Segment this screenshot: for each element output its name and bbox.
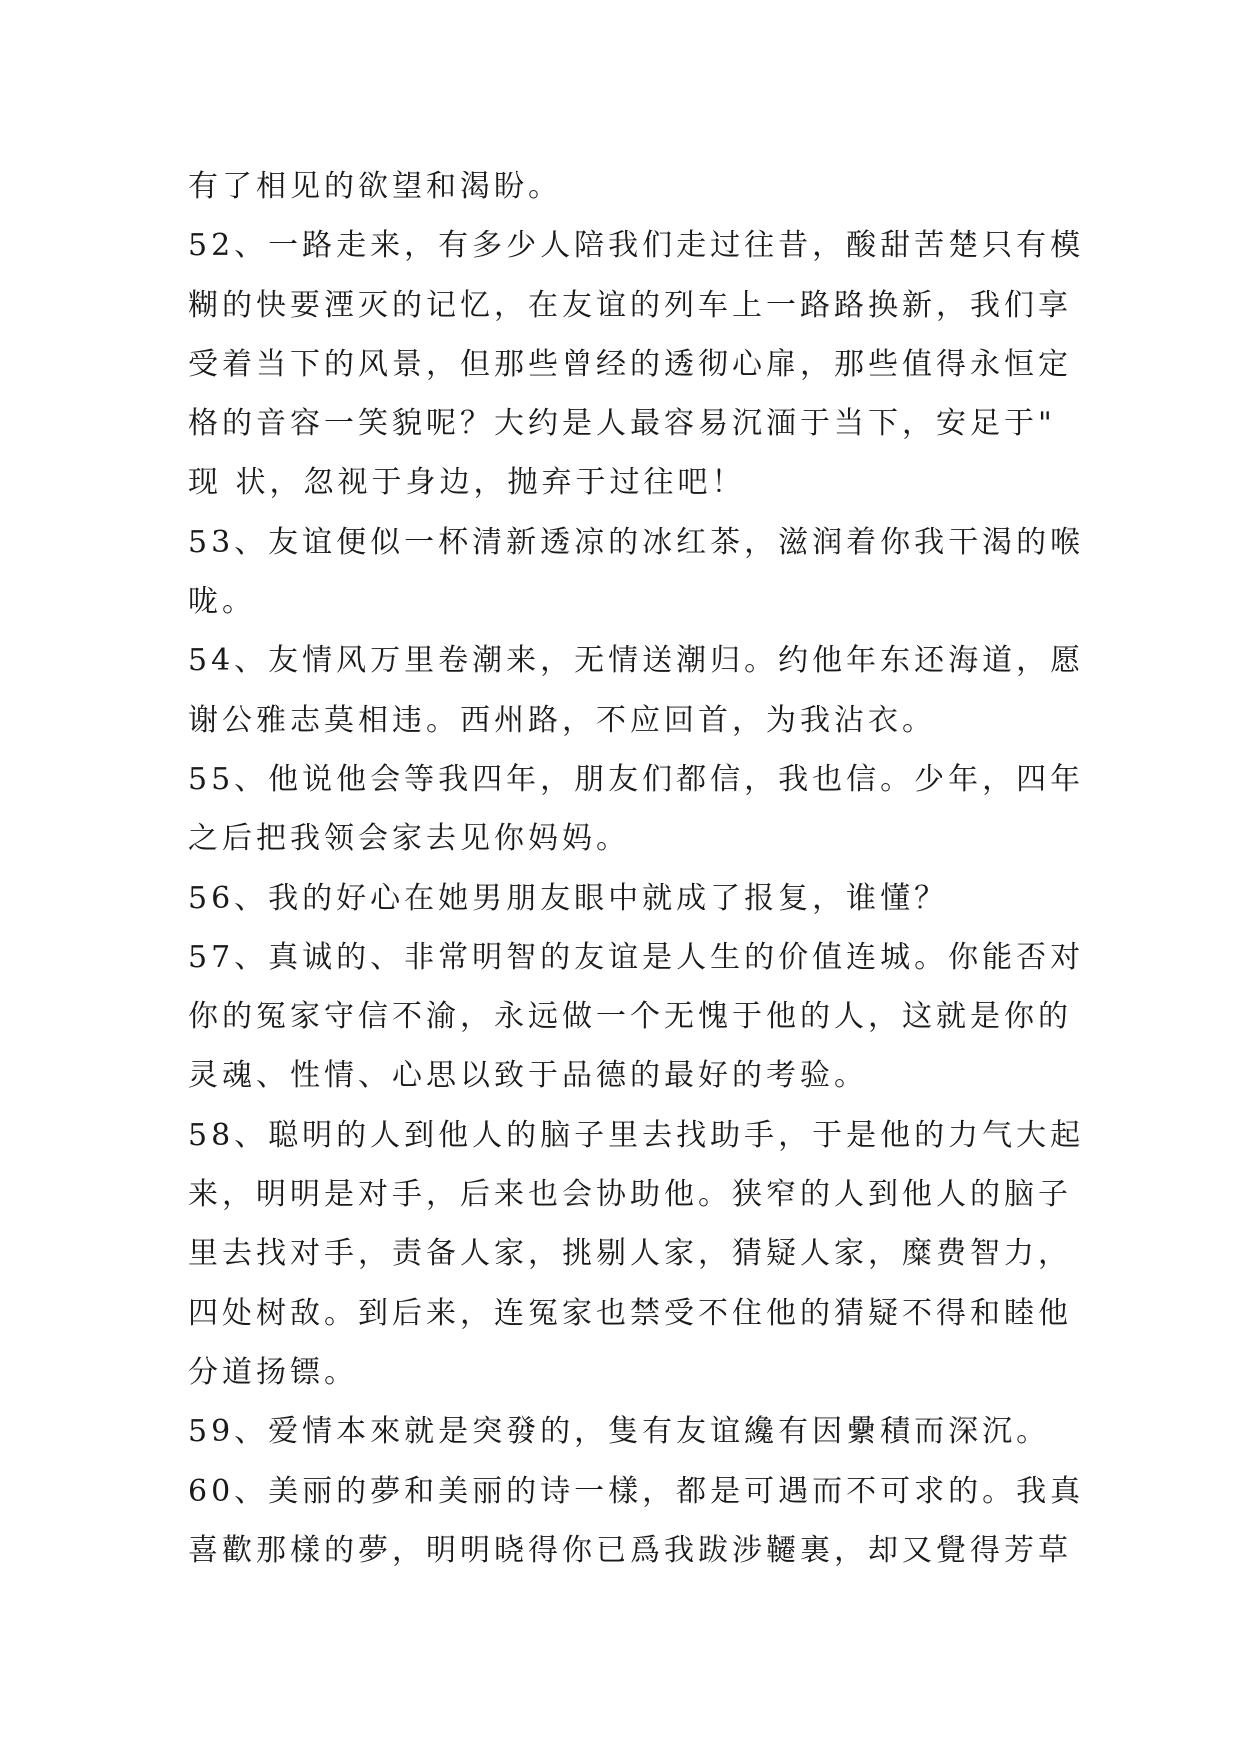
text-line: 有了相见的欲望和渴盼。 [188,169,562,204]
text-line: 里去找对手，责备人家，挑剔人家，猜疑人家，糜费智力， [188,1236,1072,1272]
text-line: 56、我的好心在她男朋友眼中就成了报复，谁懂？ [188,880,949,916]
text-line: 60、美丽的夢和美丽的诗一樣，都是可遇而不可求的。我真 [188,1473,1085,1509]
text-line: 分道扬镖。 [188,1354,358,1390]
text-line: 格的音容一笑貌呢？大约是人最容易沉湎于当下，安足于" [188,406,1056,442]
text-line: 来，明明是对手，后来也会协助他。狭窄的人到他人的脑子 [188,1177,1072,1213]
text-line: 谢公雅志莫相违。西州路，不应回首，为我沾衣。 [188,702,936,738]
text-line: 55、他说他会等我四年，朋友们都信，我也信。少年，四年 [188,761,1085,797]
text-line: 现 状，忽视于身边，抛弃于过往吧！ [188,465,746,501]
text-line: 四处树敌。到后来，连冤家也禁受不住他的猜疑不得和睦他 [188,1295,1072,1331]
text-line: 咙。 [188,584,256,620]
text-line: 糊的快要湮灭的记忆，在友谊的列车上一路路换新，我们享 [188,287,1072,323]
text-line: 54、友情风万里卷潮来，无情送潮归。约他年东还海道，愿 [188,643,1085,679]
text-line: 58、聪明的人到他人的脑子里去找助手，于是他的力气大起 [188,1117,1085,1153]
text-line: 你的冤家守信不渝，永远做一个无愧于他的人，这就是你的 [188,999,1072,1035]
text-line: 52、一路走来，有多少人陪我们走过往昔，酸甜苦楚只有模 [188,228,1085,264]
text-line: 57、真诚的、非常明智的友谊是人生的价值连城。你能否对 [188,939,1085,975]
text-line: 受着当下的风景，但那些曾经的透彻心扉，那些值得永恒定 [188,346,1072,382]
text-line: 53、友谊便似一杯清新透凉的冰红茶，滋润着你我干渴的喉 [188,524,1085,560]
text-line: 灵魂、性情、心思以致于品德的最好的考验。 [188,1058,868,1094]
body-text [188,157,1085,1580]
text-line: 喜歡那樣的夢，明明晓得你已爲我跋涉韆裏，却又覺得芳草 [188,1532,1072,1568]
text-line: 59、爱情本來就是突發的，隻有友谊纔有因纍積而深沉。 [188,1414,1051,1450]
text-line: 之后把我领会家去见你妈妈。 [188,821,630,857]
